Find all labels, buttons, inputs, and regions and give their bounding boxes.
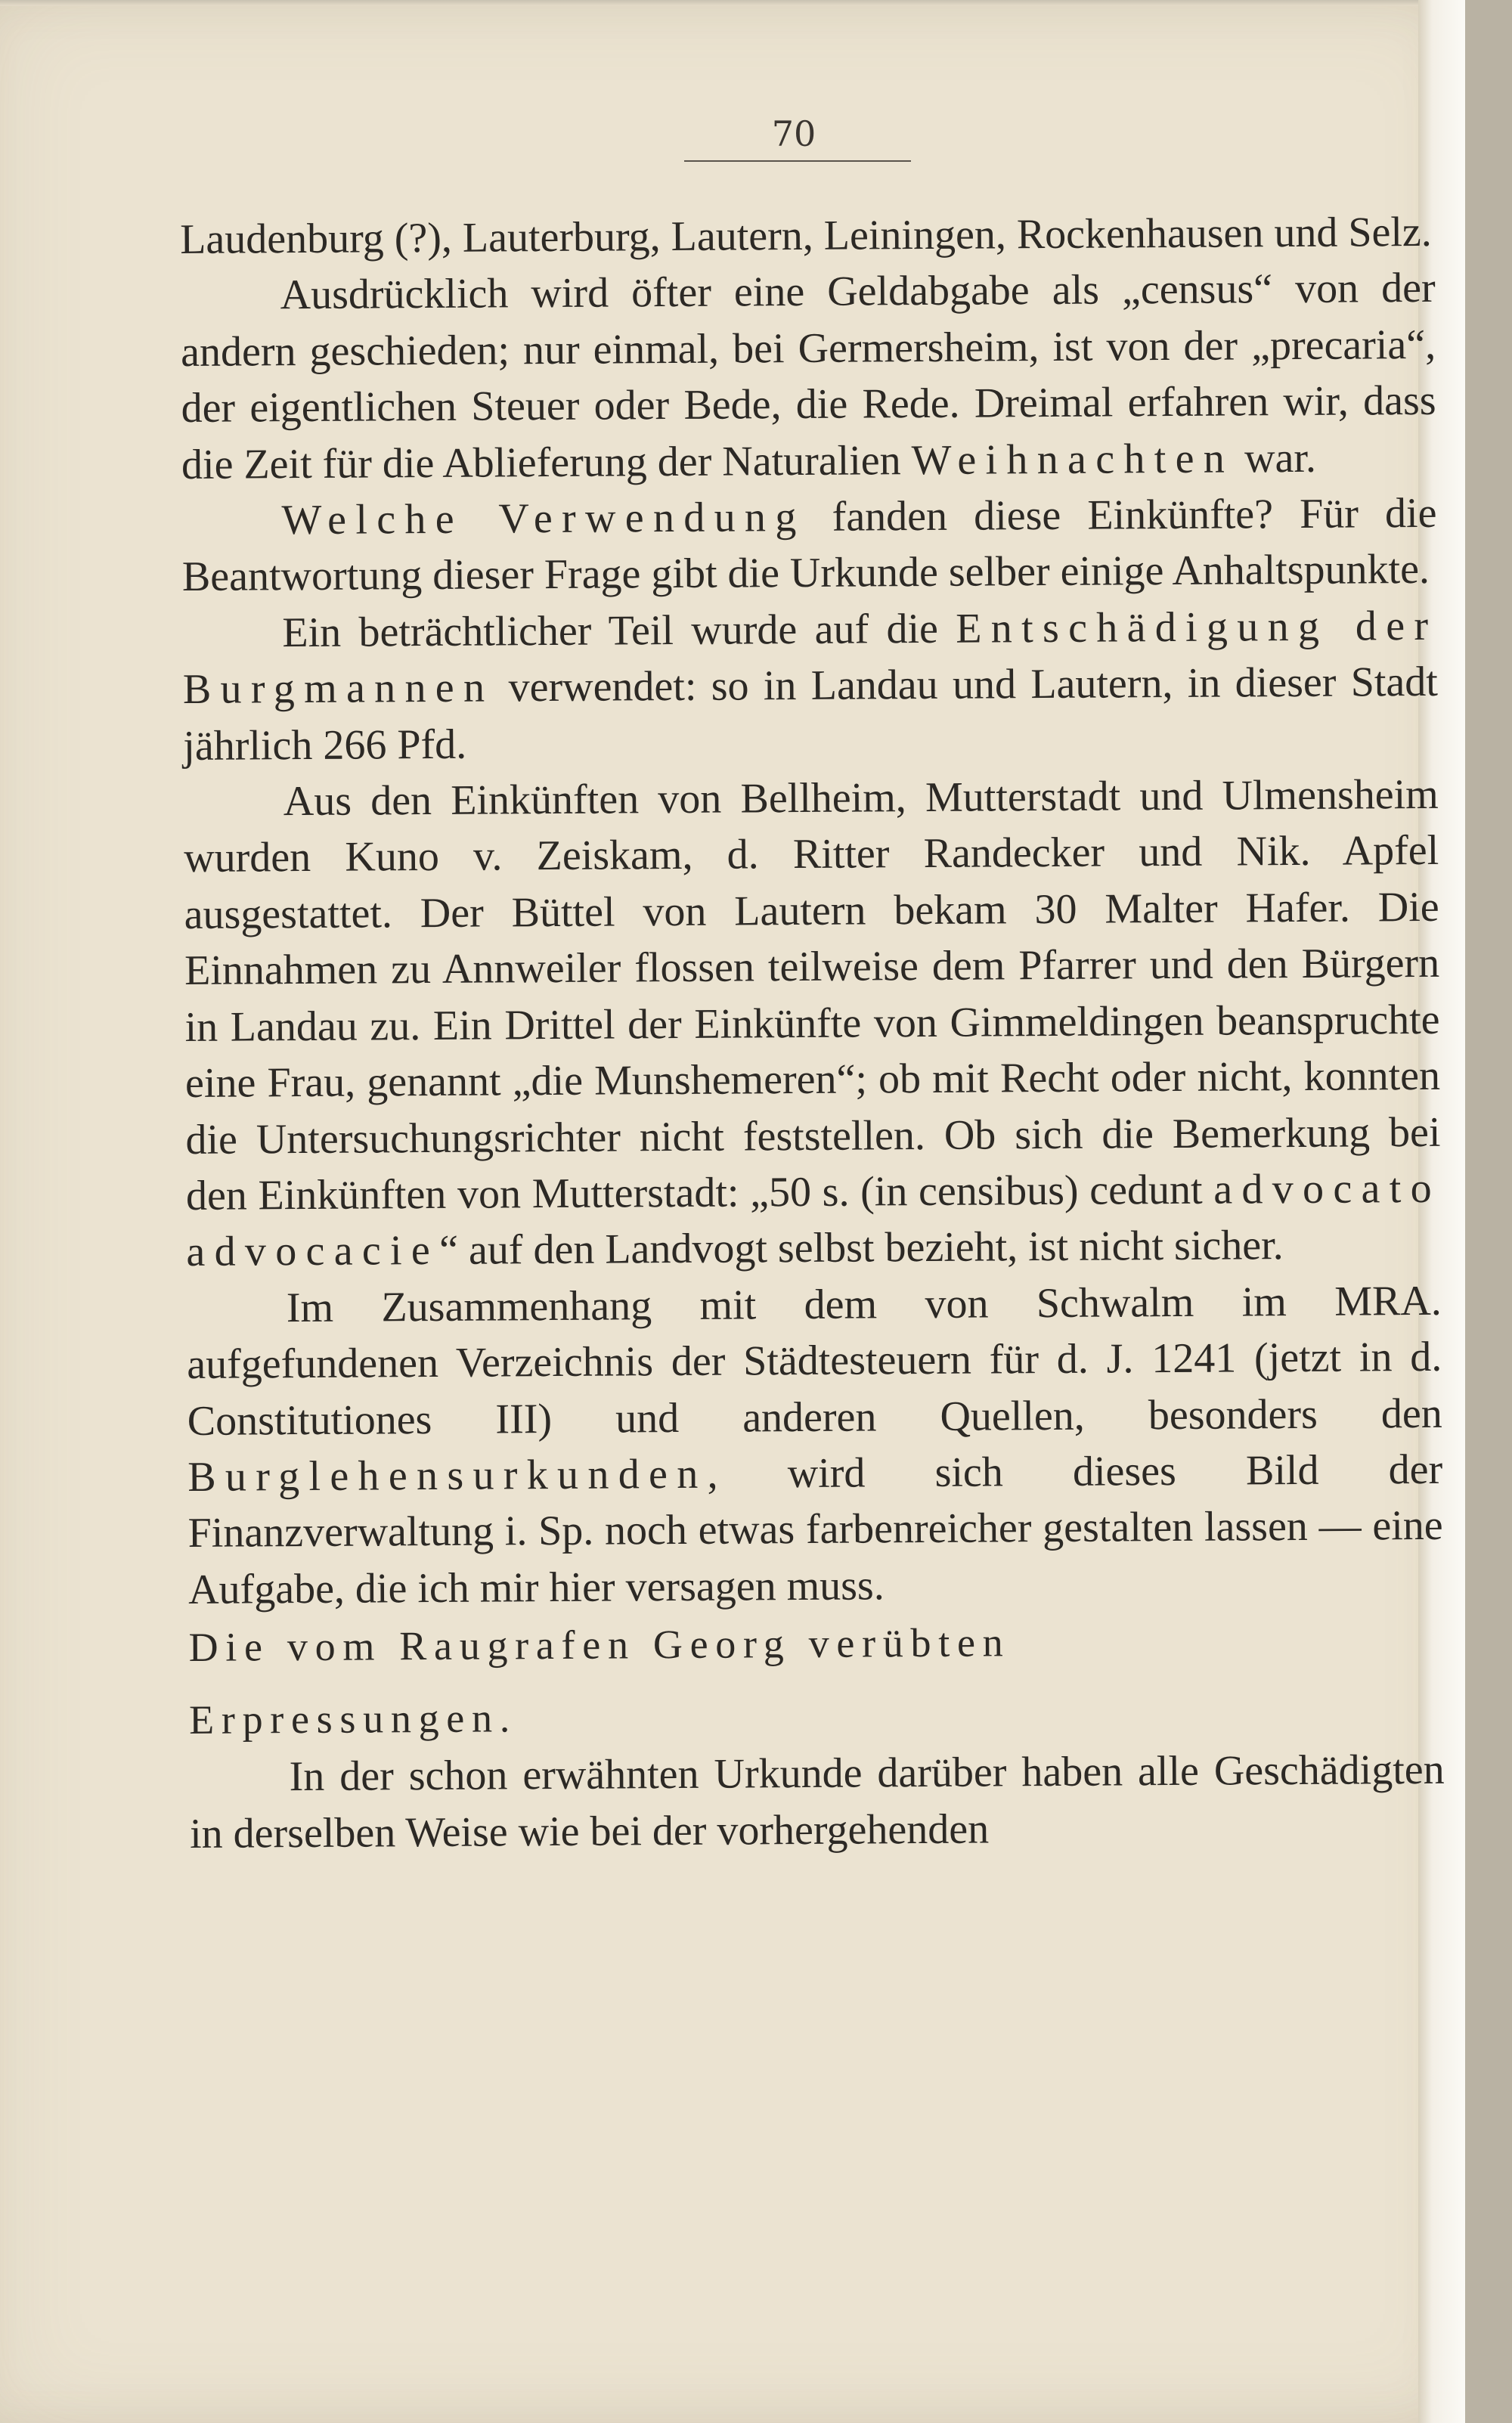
paragraph-6-text-a: Im Zusammenhang mit dem von Schwalm im MRA. aufgefundenen Verzeichnis der Städtesteuern für d. J. 1241 (jetzt in d. Constitutiones III) und anderen Quellen, besonders den (187, 1277, 1442, 1445)
paragraph-5-continuation-b: “ auf den Landvogt selbst bezieht, ist nicht sicher. (438, 1222, 1284, 1275)
paragraph-5-continuation-a: Ob sich die Bemerkung bei den Einkünften von Mutterstadt: „50 s. (in censibus) cedunt (185, 1108, 1441, 1219)
paragraph-4 (182, 598, 1438, 774)
emphasis-entschaedigung: Entschädigung der Burgmannen (182, 602, 1438, 714)
paragraph-5 (184, 767, 1442, 1281)
paragraph-1: Laudenburg (?), Lauterburg, Lautern, Leiningen, Rockenhausen und Selz. (180, 208, 1432, 263)
section-heading-line-2: Erpressungen. (189, 1695, 518, 1743)
paragraph-4-text-a: Ein beträchtlicher Teil wurde auf die (282, 605, 956, 657)
section-heading-line-1: Die vom Raugrafen Georg verübten (188, 1619, 1011, 1671)
paragraph-2-text-b: war. (1233, 434, 1317, 482)
paragraph-2 (180, 260, 1436, 493)
paragraph-final: In der schon erwähnten Urkunde darüber haben alle Geschädigten in derselben Weise wie bei der vorhergehenden (189, 1746, 1445, 1858)
top-edge (0, 0, 1465, 6)
paragraph-2-text-a: Ausdrücklich wird öfter eine Geldabgabe als „census“ von der andern geschieden; nur einmal, bei Germersheim, ist von der „precaria“, der eigentlichen Steuer oder Bede, die Rede. Dreimal erfahren wir, dass die Zeit für die Ablieferung der Naturalien (180, 265, 1436, 488)
page-number: 70 (771, 113, 816, 154)
paragraph-6-text-b: , wird sich dieses Bild der Finanzverwaltung i. Sp. noch etwas farbenreicher gestalten lassen — eine Aufgabe, die ich mir hier versagen muss. (187, 1445, 1443, 1613)
paragraph-5-text: Aus den Einkünften von Bellheim, Mutterstadt und Ulmensheim wurden Kuno v. Zeiskam, d. Ritter Randecker und Nik. Apfel ausgestattet. Der Büttel von Lautern bekam 30 Malter Hafer. Die Einnahmen zu Annweiler flossen teilweise dem Pfarrer und den Bürgern in Landau zu. Ein Drittel der Einkünfte von Gimmeldingen beanspruchte eine Frau, genannt „die Munshemeren“; ob mit Recht oder nicht, konnten die Untersuchungsrichter nicht feststellen. (184, 770, 1441, 1163)
paragraph-6 (187, 1273, 1444, 1619)
emphasis-weihnachten: Weihnachten (911, 435, 1235, 484)
paragraph-3 (181, 485, 1437, 606)
emphasis-burglehensurkunden: Burglehensurkunden (187, 1450, 708, 1501)
paragraph-4-text-b: verwendet: so in Landau und Lautern, in dieser Stadt jährlich 266 Pfd. (183, 658, 1439, 770)
emphasis-advocato: advocato advocacie (186, 1164, 1442, 1276)
paragraph-3-text: fanden diese Einkünfte? Für die Beantwortung dieser Frage gibt die Urkunde selber einige Anhaltspunkte. (181, 489, 1437, 601)
page-number-rule (684, 160, 911, 162)
body-text (180, 204, 1445, 1862)
emphasis-welche-verwendung: Welche Verwendung (281, 493, 806, 544)
